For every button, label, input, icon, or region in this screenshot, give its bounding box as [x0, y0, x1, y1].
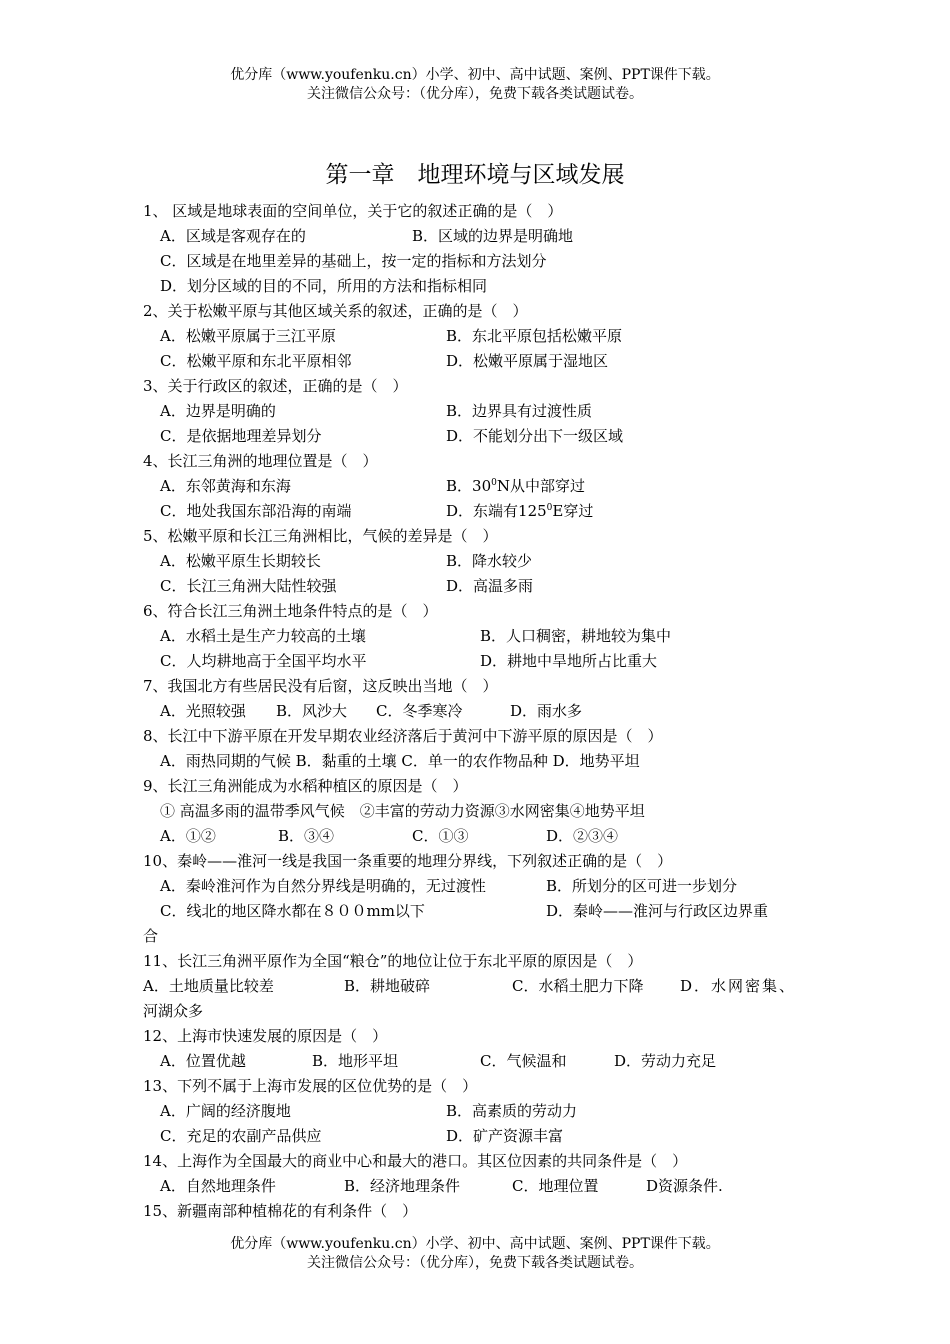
question-7-option-d: D．雨水多 [510, 702, 583, 720]
question-11-option-c: C．水稻土肥力下降 [512, 977, 644, 995]
question-11-option-a: A．土地质量比较差 [143, 977, 274, 995]
question-9-option-d: D．②③④ [546, 827, 619, 845]
question-14-option-b: B．经济地理条件 [344, 1177, 461, 1195]
question-8-options: A．雨热同期的气候 B．黏重的土壤 C．单一的农作物品种 D．地势平坦 [160, 752, 640, 770]
header-line-1: 优分库（www.youfenku.cn）小学、初中、高中试题、案例、PPT课件下载。 [230, 67, 720, 83]
question-3-option-d: D．不能划分出下一级区域 [446, 427, 624, 445]
question-1-option-a: A．区域是客观存在的 [160, 227, 306, 245]
degree-mark: 0 [546, 503, 553, 513]
question-4-stem: 4、长江三角洲的地理位置是（ ） [143, 452, 378, 470]
q4-d-text: D．东端有125 [446, 502, 547, 520]
question-6-stem: 6、符合长江三角洲土地条件特点的是（ ） [143, 602, 438, 620]
question-7-option-a: A．光照较强 [160, 702, 246, 720]
question-12-option-a: A．位置优越 [160, 1052, 246, 1070]
question-10-option-a: A．秦岭淮河作为自然分界线是明确的，无过渡性 [160, 877, 486, 895]
question-9-option-b: B．③④ [278, 827, 335, 845]
q4-d-text-rest: E穿过 [552, 502, 594, 520]
question-12-option-c: C．气候温和 [480, 1052, 567, 1070]
question-13-option-b: B．高素质的劳动力 [446, 1102, 578, 1120]
question-10-stem: 10、秦岭——淮河一线是我国一条重要的地理分界线，下列叙述正确的是（ ） [143, 852, 673, 870]
question-3-option-c: C．是依据地理差异划分 [160, 427, 322, 445]
question-13-option-c: C．充足的农副产品供应 [160, 1127, 322, 1145]
question-13-option-a: A．广阔的经济腹地 [160, 1102, 291, 1120]
degree-mark: 0 [491, 478, 497, 488]
question-13-stem: 13、下列不属于上海市发展的区位优势的是（ ） [143, 1077, 478, 1095]
question-14-option-d: D资源条件. [646, 1177, 723, 1195]
question-1-option-d: D．划分区域的目的不同，所用的方法和指标相同 [160, 277, 488, 295]
q4-b-text: B．30 [446, 477, 492, 495]
question-2-option-b: B．东北平原包括松嫩平原 [446, 327, 623, 345]
question-9-stem: 9、长江三角洲能成为水稻种植区的原因是（ ） [143, 777, 468, 795]
question-3-option-a: A．边界是明确的 [160, 402, 276, 420]
question-2-option-d: D．松嫩平原属于湿地区 [446, 352, 609, 370]
question-5-option-d: D．高温多雨 [446, 577, 534, 595]
question-14-option-c: C．地理位置 [512, 1177, 599, 1195]
question-3-stem: 3、关于行政区的叙述，正确的是（ ） [143, 377, 408, 395]
question-15-stem: 15、新疆南部种植棉花的有利条件（ ） [143, 1202, 418, 1220]
footer-line-1: 优分库（www.youfenku.cn）小学、初中、高中试题、案例、PPT课件下载。 [230, 1236, 720, 1252]
question-4-option-d [446, 501, 593, 521]
question-9-items: ① 高温多雨的温带季风气候 ②丰富的劳动力资源③水网密集④地势平坦 [160, 802, 645, 820]
question-5-option-c: C．长江三角洲大陆性较强 [160, 577, 337, 595]
question-7-stem: 7、我国北方有些居民没有后窗，这反映出当地（ ） [143, 677, 498, 695]
question-13-option-d: D．矿产资源丰富 [446, 1127, 564, 1145]
header-line-2: 关注微信公众号：（优分库），免费下载各类试题试卷。 [307, 86, 643, 102]
question-7-option-b: B．风沙大 [276, 702, 348, 720]
question-5-stem: 5、松嫩平原和长江三角洲相比，气候的差异是（ ） [143, 527, 498, 545]
question-3-option-b: B．边界具有过渡性质 [446, 402, 593, 420]
question-8-stem: 8、长江中下游平原在开发早期农业经济落后于黄河中下游平原的原因是（ ） [143, 727, 663, 745]
question-11-option-d-continued: 河湖众多 [143, 1002, 204, 1020]
question-1-option-c: C．区域是在地里差异的基础上，按一定的指标和方法划分 [160, 252, 547, 270]
question-12-option-b: B．地形平坦 [312, 1052, 399, 1070]
question-14-option-a: A．自然地理条件 [160, 1177, 276, 1195]
question-1-stem: 1、 区域是地球表面的空间单位，关于它的叙述正确的是（ ） [143, 202, 563, 220]
page-title: 第一章 地理环境与区域发展 [325, 162, 625, 188]
question-14-stem: 14、上海作为全国最大的商业中心和最大的港口。其区位因素的共同条件是（ ） [143, 1152, 688, 1170]
question-7-option-c: C．冬季寒冷 [376, 702, 463, 720]
question-6-option-d: D．耕地中旱地所占比重大 [480, 652, 658, 670]
question-10-option-b: B．所划分的区可进一步划分 [546, 877, 738, 895]
question-6-option-a: A．水稻土是生产力较高的土壤 [160, 627, 366, 645]
question-2-option-c: C．松嫩平原和东北平原相邻 [160, 352, 352, 370]
question-6-option-c: C．人均耕地高于全国平均水平 [160, 652, 367, 670]
question-2-option-a: A．松嫩平原属于三江平原 [160, 327, 336, 345]
question-11-option-b: B．耕地破碎 [344, 977, 431, 995]
question-5-option-b: B．降水较少 [446, 552, 533, 570]
q4-b-text-rest: N从中部穿过 [496, 477, 585, 495]
question-11-stem: 11、长江三角洲平原作为全国“粮仓”的地位让位于东北平原的原因是（ ） [143, 952, 643, 970]
question-11-option-d: D．水网密集、 [680, 977, 797, 995]
question-4-option-c: C．地处我国东部沿海的南端 [160, 502, 352, 520]
question-4-option-b [446, 476, 585, 496]
question-9-option-a: A．①② [160, 827, 216, 845]
question-10-option-d: D．秦岭——淮河与行政区边界重 [546, 902, 769, 920]
question-6-option-b: B．人口稠密，耕地较为集中 [480, 627, 672, 645]
question-5-option-a: A．松嫩平原生长期较长 [160, 552, 321, 570]
question-2-stem: 2、关于松嫩平原与其他区域关系的叙述，正确的是（ ） [143, 302, 528, 320]
question-9-option-c: C．①③ [412, 827, 469, 845]
question-4-option-a: A．东邻黄海和东海 [160, 477, 291, 495]
question-1-option-b: B．区域的边界是明确地 [412, 227, 574, 245]
question-10-option-d-continued: 合 [143, 927, 159, 945]
question-12-option-d: D．劳动力充足 [614, 1052, 717, 1070]
question-10-option-c: C．线北的地区降水都在８００mm以下 [160, 902, 425, 920]
question-12-stem: 12、上海市快速发展的原因是（ ） [143, 1027, 388, 1045]
footer-line-2: 关注微信公众号：（优分库），免费下载各类试题试卷。 [307, 1255, 643, 1271]
